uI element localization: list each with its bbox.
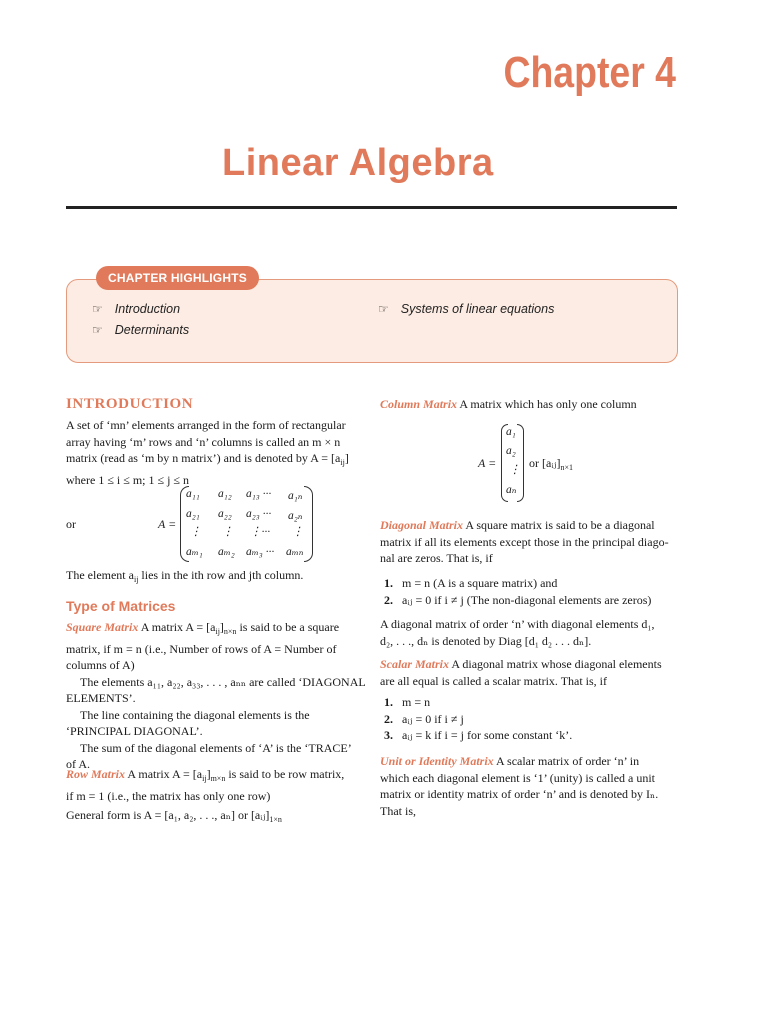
pointing-hand-icon: ☞ xyxy=(92,323,103,337)
column-matrix-line xyxy=(380,396,680,413)
text-span: is said to be a square xyxy=(236,620,340,634)
text-span: A matrix which has only one column xyxy=(457,397,637,411)
step-number: 1. xyxy=(384,695,393,709)
text-line: matrix or identity matrix of order ‘n’ and is denoted by Iₙ. xyxy=(380,787,659,801)
text-span: matrix (read as ‘m by n matrix’) and is denoted by A = [a xyxy=(66,451,341,465)
text-span: General form is A = [a₁, a₂, . . ., aₙ] or [aᵢⱼ] xyxy=(66,808,270,822)
step-text: aᵢⱼ = k if i = j for some constant ‘k’. xyxy=(402,728,573,742)
highlight-item-label: Introduction xyxy=(114,302,181,316)
matrix-cell: aₘₙ xyxy=(286,546,304,558)
text-line: A diagonal matrix of order ‘n’ with diagonal elements d₁, xyxy=(380,617,655,631)
matrix-lhs: A = xyxy=(158,517,177,531)
text-span: ] xyxy=(219,620,224,634)
matrix-cell: a₂₃ ··· xyxy=(246,508,272,520)
column-matrix-rhs xyxy=(529,455,573,477)
subscript: ij xyxy=(202,774,207,783)
term-label: Column Matrix xyxy=(380,397,458,411)
text-span: A matrix A = [a xyxy=(125,767,203,781)
text-span: A matrix A = [a xyxy=(138,620,216,634)
subscript: ij xyxy=(340,458,345,467)
term-label: Scalar Matrix xyxy=(380,657,450,671)
or-label: or xyxy=(66,517,76,531)
matrix-cell: aₘ₂ xyxy=(218,546,235,558)
text-line: ELEMENTS’. xyxy=(66,691,136,705)
subscript: 1×n xyxy=(269,815,282,824)
term-label: Diagonal Matrix xyxy=(380,518,464,532)
text-line: nal are zeros. That is, if xyxy=(380,551,493,565)
matrix-cell: a₂₂ xyxy=(218,508,232,520)
text-span: ] xyxy=(206,767,211,781)
text-line: matrix, if m = n (i.e., Number of rows of A = Number of xyxy=(66,641,337,656)
step-number: 1. xyxy=(384,576,393,590)
text-span: is said to be row matrix, xyxy=(225,767,345,781)
type-of-matrices-heading: Type of Matrices xyxy=(66,598,176,614)
list-item xyxy=(380,711,680,728)
text-span: lies in the ith row and jth column. xyxy=(138,568,304,582)
subscript: ij xyxy=(133,575,139,584)
square-matrix-paragraph xyxy=(66,619,366,773)
matrix-cell: a₁₂ xyxy=(218,488,232,500)
text-span: ] xyxy=(344,451,349,465)
text-line: ‘PRINCIPAL DIAGONAL’. xyxy=(66,724,203,738)
chapter-title: Linear Algebra xyxy=(222,142,494,184)
matrix-cell: a₂ xyxy=(506,445,516,457)
text-line: if m = 1 (i.e., the matrix has only one row) xyxy=(66,788,271,803)
text-span: The element a xyxy=(66,568,134,582)
text-line xyxy=(380,753,680,770)
step-text: m = n (A is a square matrix) and xyxy=(402,576,558,590)
diagonal-order-paragraph xyxy=(380,616,680,649)
chapter-number: Chapter 4 xyxy=(503,48,676,97)
text-span: or [aᵢⱼ] xyxy=(529,456,561,470)
highlight-item xyxy=(92,302,180,316)
text-line: columns of A) xyxy=(66,658,135,672)
diagonal-conditions-list xyxy=(380,575,680,608)
matrix-cell: ⋮ xyxy=(222,526,234,538)
text-line: array having ‘m’ rows and ‘n’ columns is called an m × n xyxy=(66,434,341,449)
introduction-paragraph xyxy=(66,417,366,488)
pointing-hand-icon: ☞ xyxy=(92,302,103,316)
step-number: 3. xyxy=(384,728,393,742)
matrix-cell: a₁ xyxy=(506,426,516,438)
text-line: are all equal is called a scalar matrix. That is, if xyxy=(380,673,608,688)
highlight-item-label: Systems of linear equations xyxy=(400,302,555,316)
text-span: A diagonal matrix whose diagonal elements xyxy=(449,657,662,671)
subscript: m×n xyxy=(210,774,226,783)
step-text: m = n xyxy=(402,695,431,709)
matrix-cell: a₁₃ ··· xyxy=(246,488,272,500)
subscript: n×1 xyxy=(560,463,573,472)
text-line: of A. xyxy=(66,757,90,771)
text-line xyxy=(66,450,366,472)
title-divider xyxy=(66,206,677,209)
step-number: 2. xyxy=(384,592,393,607)
matrix-cell: a₁₁ xyxy=(186,488,200,500)
text-line xyxy=(66,807,366,829)
highlight-item xyxy=(92,323,189,337)
text-span: A scalar matrix of order ‘n’ in xyxy=(493,754,640,768)
text-span: A square matrix is said to be a diagonal xyxy=(463,518,655,532)
column-matrix-lhs: A = xyxy=(478,456,497,470)
scalar-matrix-paragraph xyxy=(380,656,680,689)
list-item xyxy=(380,575,680,592)
matrix-cell: a₁ₙ xyxy=(288,490,303,502)
text-line: The line containing the diagonal elements is the xyxy=(80,707,310,722)
introduction-heading: INTRODUCTION xyxy=(66,396,194,412)
text-line: The sum of the diagonal elements of ‘A’ is the ‘TRACE’ xyxy=(80,740,352,755)
list-item xyxy=(380,727,680,744)
text-line: where 1 ≤ i ≤ m; 1 ≤ j ≤ n xyxy=(66,472,189,487)
text-line: The elements a₁₁, a₂₂, a₃₃, . . . , aₙₙ are called ‘DIAGONAL xyxy=(80,674,366,689)
matrix-cell: aₙ xyxy=(506,484,517,496)
unit-matrix-paragraph xyxy=(380,753,680,819)
general-matrix xyxy=(186,488,306,560)
subscript: n×n xyxy=(223,627,237,636)
highlight-item-label: Determinants xyxy=(114,323,190,337)
matrix-cell: a₂ₙ xyxy=(288,510,303,522)
matrix-cell: ⋮··· xyxy=(250,526,271,538)
text-line xyxy=(66,619,366,641)
matrix-cell: a₂₁ xyxy=(186,508,200,520)
text-line xyxy=(380,517,680,534)
highlight-item xyxy=(378,302,554,316)
row-matrix-paragraph xyxy=(66,766,366,829)
text-line: which each diagonal element is ‘1’ (unity) is called a unit xyxy=(380,770,656,785)
matrix-cell: ⋮ xyxy=(292,526,304,538)
term-label: Row Matrix xyxy=(66,767,126,781)
step-text: aᵢⱼ = 0 if i ≠ j xyxy=(402,711,464,726)
text-line: That is, xyxy=(380,803,416,818)
term-label: Unit or Identity Matrix xyxy=(380,754,494,768)
matrix-cell: aₘ₃ ··· xyxy=(246,546,275,558)
matrix-cell: ⋮ xyxy=(509,464,521,476)
subscript: ij xyxy=(215,627,220,636)
matrix-cell: aₘ₁ xyxy=(186,546,203,558)
element-position-line xyxy=(66,567,303,589)
list-item xyxy=(380,592,680,609)
pointing-hand-icon: ☞ xyxy=(378,302,389,316)
text-line xyxy=(66,766,366,788)
chapter-highlights-label: CHAPTER HIGHLIGHTS xyxy=(96,266,259,290)
diagonal-matrix-paragraph xyxy=(380,517,680,567)
step-number: 2. xyxy=(384,711,393,726)
scalar-conditions-list xyxy=(380,694,680,744)
matrix-cell: ⋮ xyxy=(190,526,202,538)
term-label: Square Matrix xyxy=(66,620,139,634)
text-line: d₂, . . ., dₙ is denoted by Diag [d₁ d₂ . . . dₙ]. xyxy=(380,633,592,648)
text-line xyxy=(380,656,680,673)
step-text: aᵢⱼ = 0 if i ≠ j (The non-diagonal elements are zeros) xyxy=(402,592,652,607)
column-matrix xyxy=(506,426,522,498)
text-line: A set of ‘mn’ elements arranged in the form of rectangular xyxy=(66,418,346,432)
text-line: matrix if all its elements except those in the principal diago- xyxy=(380,534,669,549)
list-item xyxy=(380,694,680,711)
chapter-highlights-box xyxy=(66,279,678,363)
